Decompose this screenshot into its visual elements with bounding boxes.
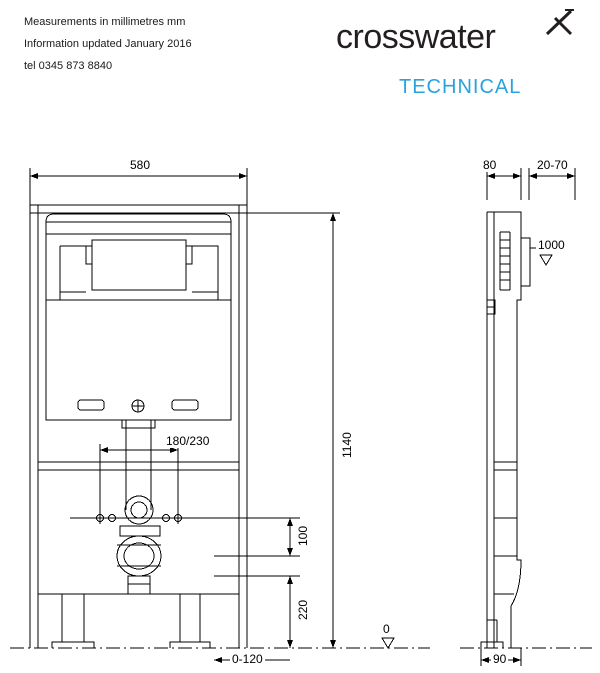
dim-foot-adjust: 0-120 [232,652,263,666]
dim-side-base: 90 [493,652,507,666]
dim-total-height: 1140 [340,432,354,458]
dim-side-adjust: 20-70 [537,158,568,172]
dim-side-depth: 80 [483,158,497,172]
measurement-units-note: Measurements in millimetres mm [24,16,186,28]
dim-floor-reference: 0 [383,622,390,636]
dim-offset-220: 220 [296,599,310,620]
telephone-note: tel 0345 873 8840 [24,60,113,72]
dim-pipe-centres: 180/230 [166,434,210,448]
page-subtitle: TECHNICAL [399,76,522,98]
dim-front-width: 580 [130,158,151,172]
update-date-note: Information updated January 2016 [24,38,192,50]
dim-side-height-1000: 1000 [538,238,565,252]
dim-offset-100: 100 [296,525,310,546]
brand-wordmark: crosswater [336,18,496,56]
